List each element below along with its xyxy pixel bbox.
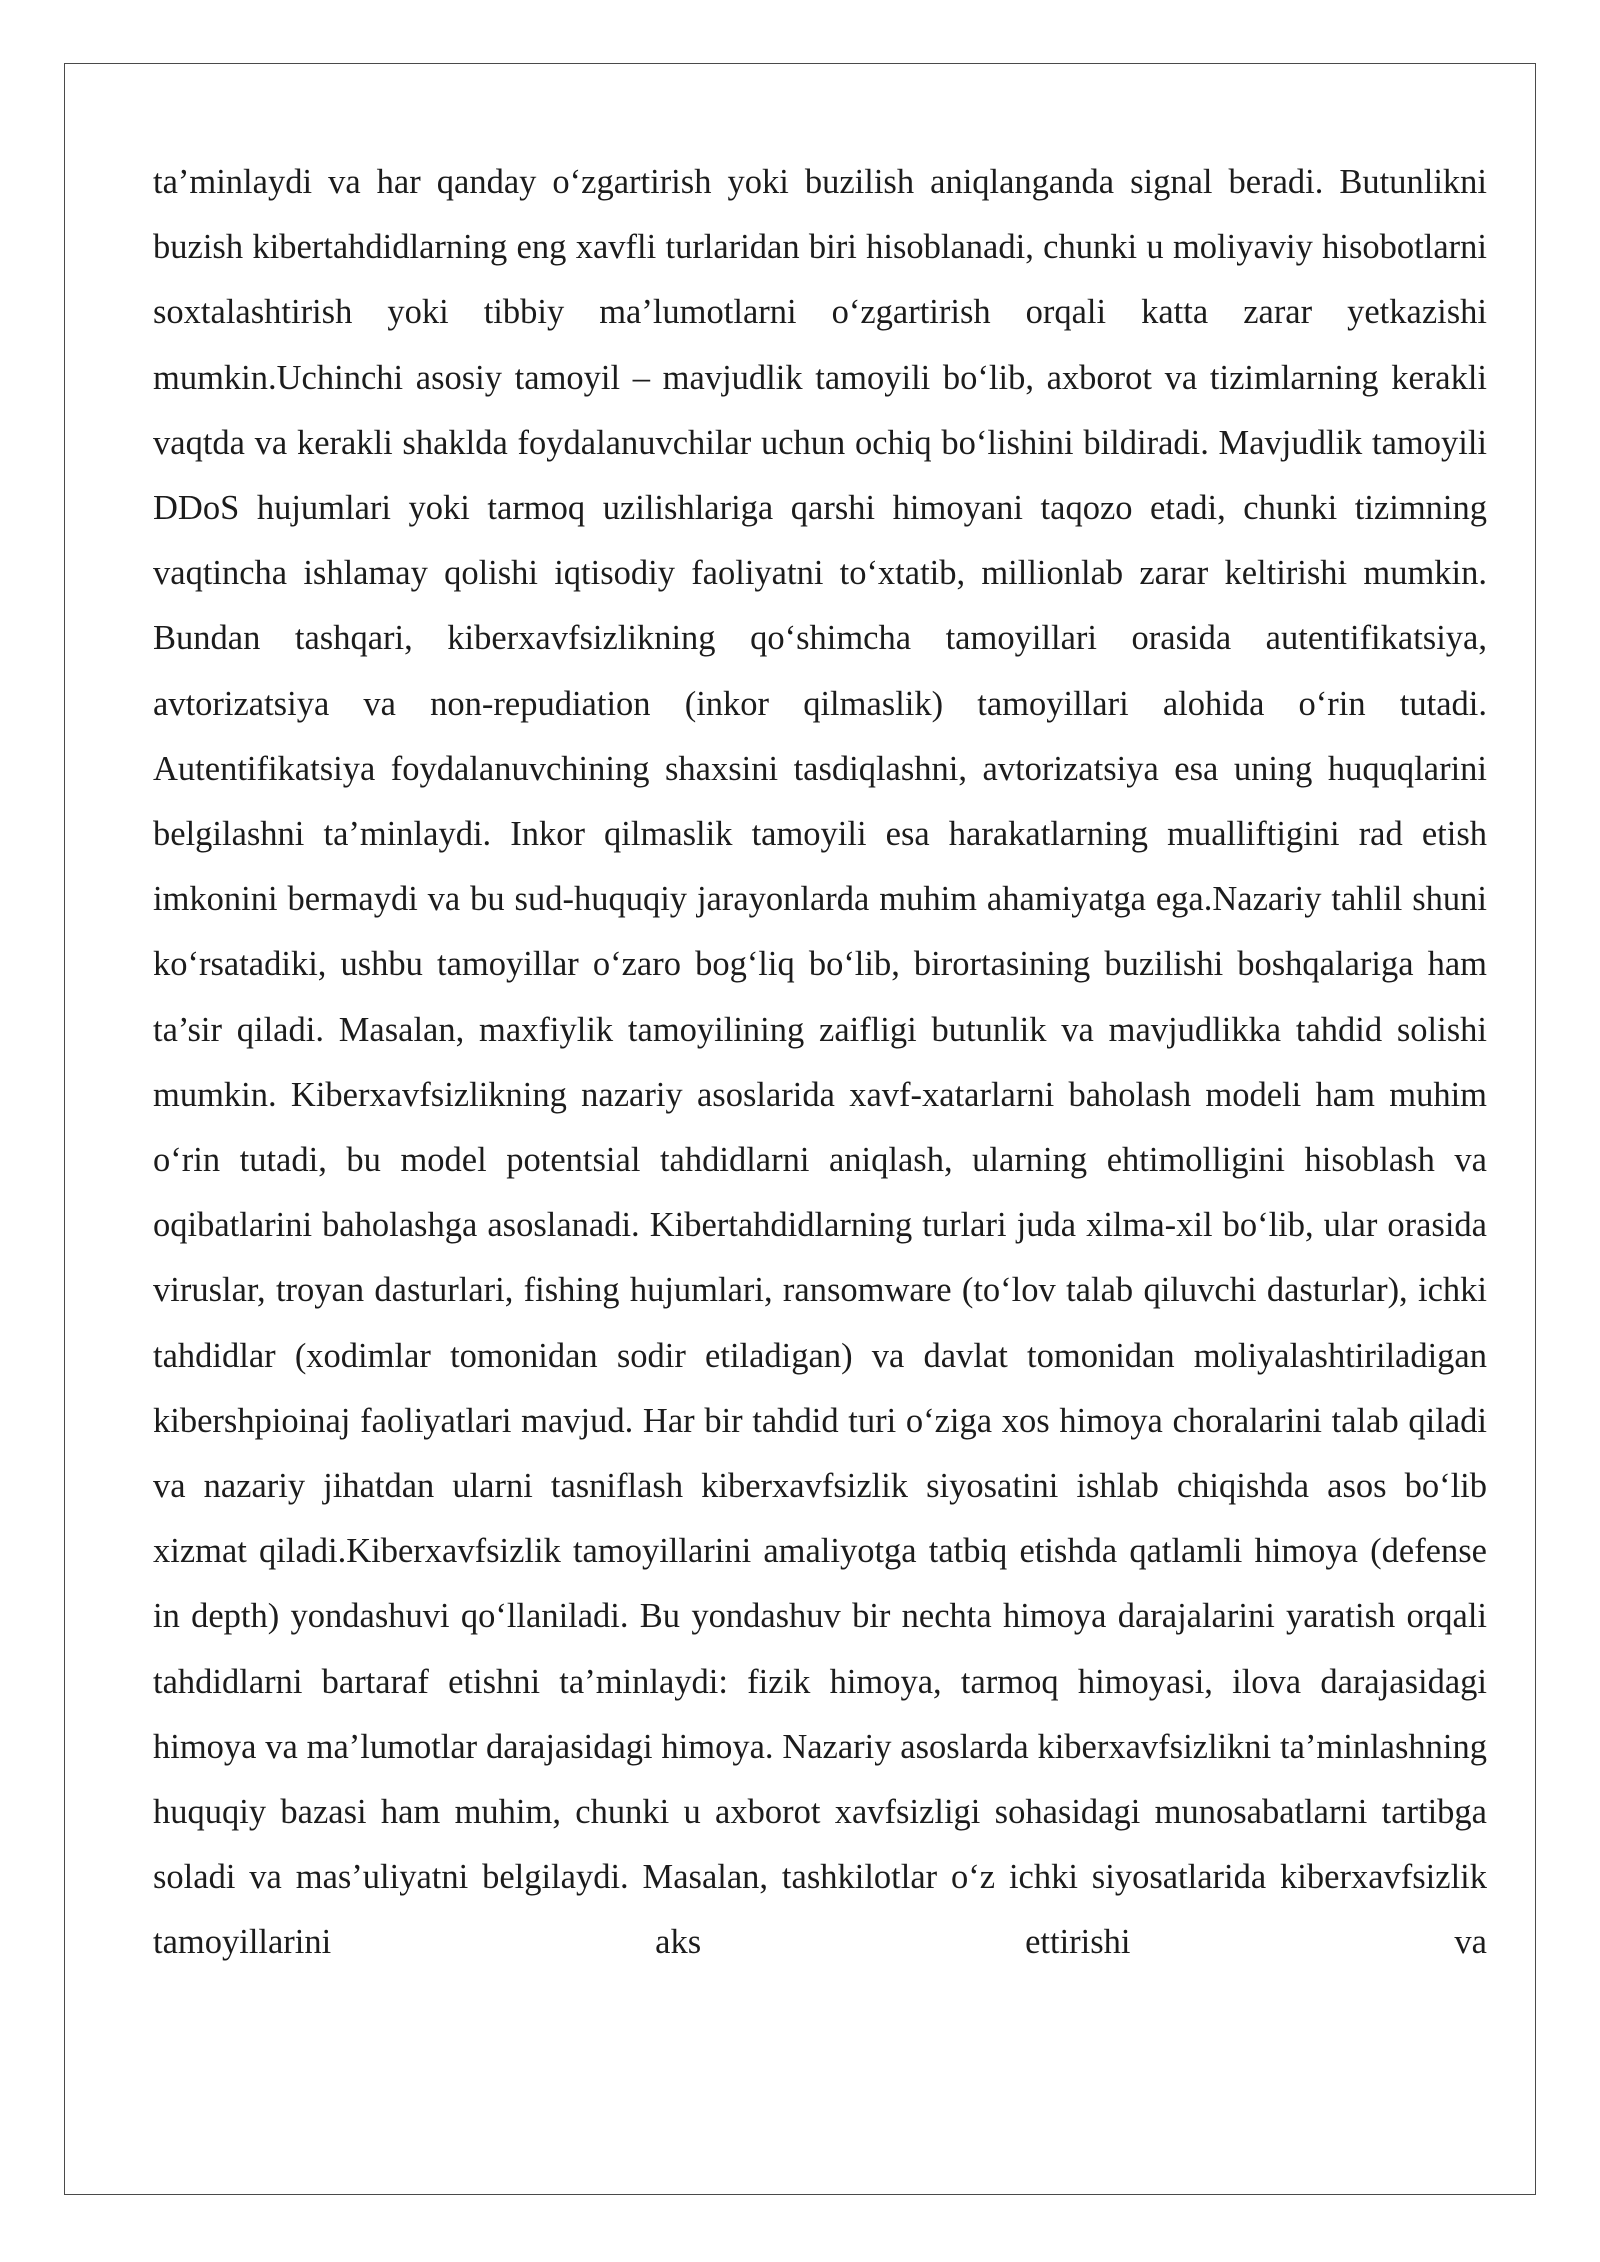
body-paragraph: ta’minlaydi va har qanday o‘zgartirish yoki buzilish aniqlanganda signal beradi. Butunlikni buzish kibertahdidlarning eng xavfli turlaridan biri hisoblanadi, chunki u moliyaviy hisobotlarni soxtalashtirish yoki tibbiy ma’lumotlarni o‘zgartirish orqali katta zarar yetkazishi mumkin.Uchinchi asosiy tamoyil – mavjudlik tamoyili bo‘lib, axborot va tizimlarning kerakli vaqtda va kerakli shaklda foydalanuvchilar uchun ochiq bo‘lishini bildiradi. Mavjudlik tamoyili DDoS hujumlari yoki tarmoq uzilishlariga qarshi himoyani taqozo etadi, chunki tizimning vaqtincha ishlamay qolishi iqtisodiy faoliyatni to‘xtatib, millionlab zarar keltirishi mumkin. Bundan tashqari, kiberxavfsizlikning qo‘shimcha tamoyillari orasida autentifikatsiya, avtorizatsiya va non-repudiation (inkor qilmaslik) tamoyillari alohida o‘rin tutadi. Autentifikatsiya foydalanuvchining shaxsini tasdiqlashni, avtorizatsiya esa uning huquqlarini belgilashni ta’minlaydi. Inkor qilmaslik tamoyili esa harakatlarning mualliftigini rad etish imkonini bermaydi va bu sud-huquqiy jarayonlarda muhim ahamiyatga ega.Nazariy tahlil shuni ko‘rsatadiki, ushbu tamoyillar o‘zaro bog‘liq bo‘lib, birortasining buzilishi boshqalariga ham ta’sir qiladi. Masalan, maxfiylik tamoyilining zaifligi butunlik va mavjudlikka tahdid solishi mumkin. Kiberxavfsizlikning nazariy asoslarida xavf-xatarlarni baholash modeli ham muhim o‘rin tutadi, bu model potentsial tahdidlarni aniqlash, ularning ehtimolligini hisoblash va oqibatlarini baholashga asoslanadi. Kibertahdidlarning turlari juda xilma-xil bo‘lib, ular orasida viruslar, troyan dasturlari, fishing hujumlari, ransomware (to‘lov talab qiluvchi dasturlar), ichki tahdidlar (xodimlar tomonidan sodir etiladigan) va davlat tomonidan moliyalashtiriladigan kibershpioinaj faoliyatlari mavjud. Har bir tahdid turi o‘ziga xos himoya choralarini talab qiladi va nazariy jihatdan ularni tasniflash kiberxavfsizlik siyosatini ishlab chiqishda asos bo‘lib xizmat qiladi.Kiberxavfsizlik tamoyillarini amaliyotga tatbiq etishda qatlamli himoya (defense in depth) yondashuvi qo‘llaniladi. Bu yondashuv bir nechta himoya darajalarini yaratish orqali tahdidlarni bartaraf etishni ta’minlaydi: fizik himoya, tarmoq himoyasi, ilova darajasidagi himoya va ma’lumotlar darajasidagi himoya. Nazariy asoslarda kiberxavfsizlikni ta’minlashning huquqiy bazasi ham muhim, chunki u axborot xavfsizligi sohasidagi munosabatlarni tartibga soladi va mas’uliyatni belgilaydi. Masalan, tashkilotlar o‘z ichki siyosatlarida kiberxavfsizlik tamoyillarini aks ettirishi va: [153, 163, 1487, 1962]
page-body: [153, 150, 1487, 1976]
